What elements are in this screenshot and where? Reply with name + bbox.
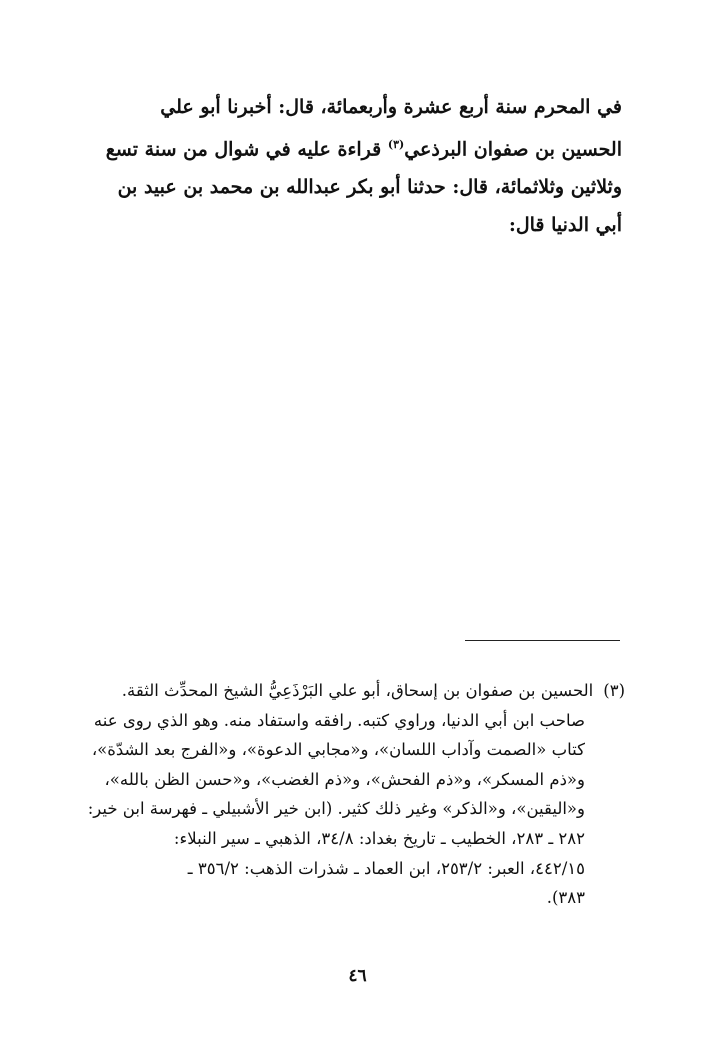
page-number: ٤٦: [348, 966, 367, 986]
footnote-reference[interactable]: (٣): [387, 138, 405, 151]
footnote-line: ٢٨٢ ـ ٢٨٣، الخطيب ـ تاريخ بغداد: ٣٤/٨، الذهبي ـ سير النبلاء:: [173, 828, 585, 848]
main-text-line: في المحرم سنة أربع عشرة وأربعمائة، قال: أخبرنا أبو علي: [160, 96, 622, 118]
main-text-line: أبي الدنيا قال:: [508, 214, 622, 237]
footnote-text: الحسين بن صفوان بن إسحاق، أبو علي البَرْذَعِيُّ الشيخ المحدِّث الثقة.: [121, 681, 594, 700]
footnote-line: كتاب «الصمت وآداب اللسان»، و«مجابي الدعوة»، و«الفرج بعد الشدّة»،: [91, 740, 585, 760]
footnote-line: ٣٨٣).: [546, 888, 585, 908]
footnotes: [60, 676, 625, 913]
main-text-segment: قراءة عليه في شوال من سنة تسع: [105, 138, 388, 161]
footnote-line: و«اليقين»، و«الذكر» وغير ذلك كثير. (ابن خير الأشبيلي ـ فهرسة ابن خير:: [87, 799, 585, 819]
footnote-line: [60, 676, 625, 706]
main-text-line: [62, 126, 622, 168]
footnote-line: و«ذم المسكر»، و«ذم الفحش»، و«ذم الغضب»، و«حسن الظن بالله»،: [104, 769, 585, 789]
main-text-line: وثلاثين وثلاثمائة، قال: حدثنا أبو بكر عبدالله بن محمد بن عبيد بن: [117, 176, 622, 199]
footnote-line: صاحب ابن أبي الدنيا، وراوي كتبه. رافقه واستفاد منه. وهو الذي روى عنه: [93, 710, 585, 730]
main-text-segment: الحسين بن صفوان البرذعي: [404, 138, 622, 161]
footnote-separator: [465, 640, 620, 641]
main-text: [62, 88, 622, 244]
footnote-number: (٣): [603, 681, 625, 700]
footnote-line: ٤٤٢/١٥، العبر: ٢٥٣/٢، ابن العماد ـ شذرات الذهب: ٣٥٦/٢ ـ: [187, 858, 585, 878]
